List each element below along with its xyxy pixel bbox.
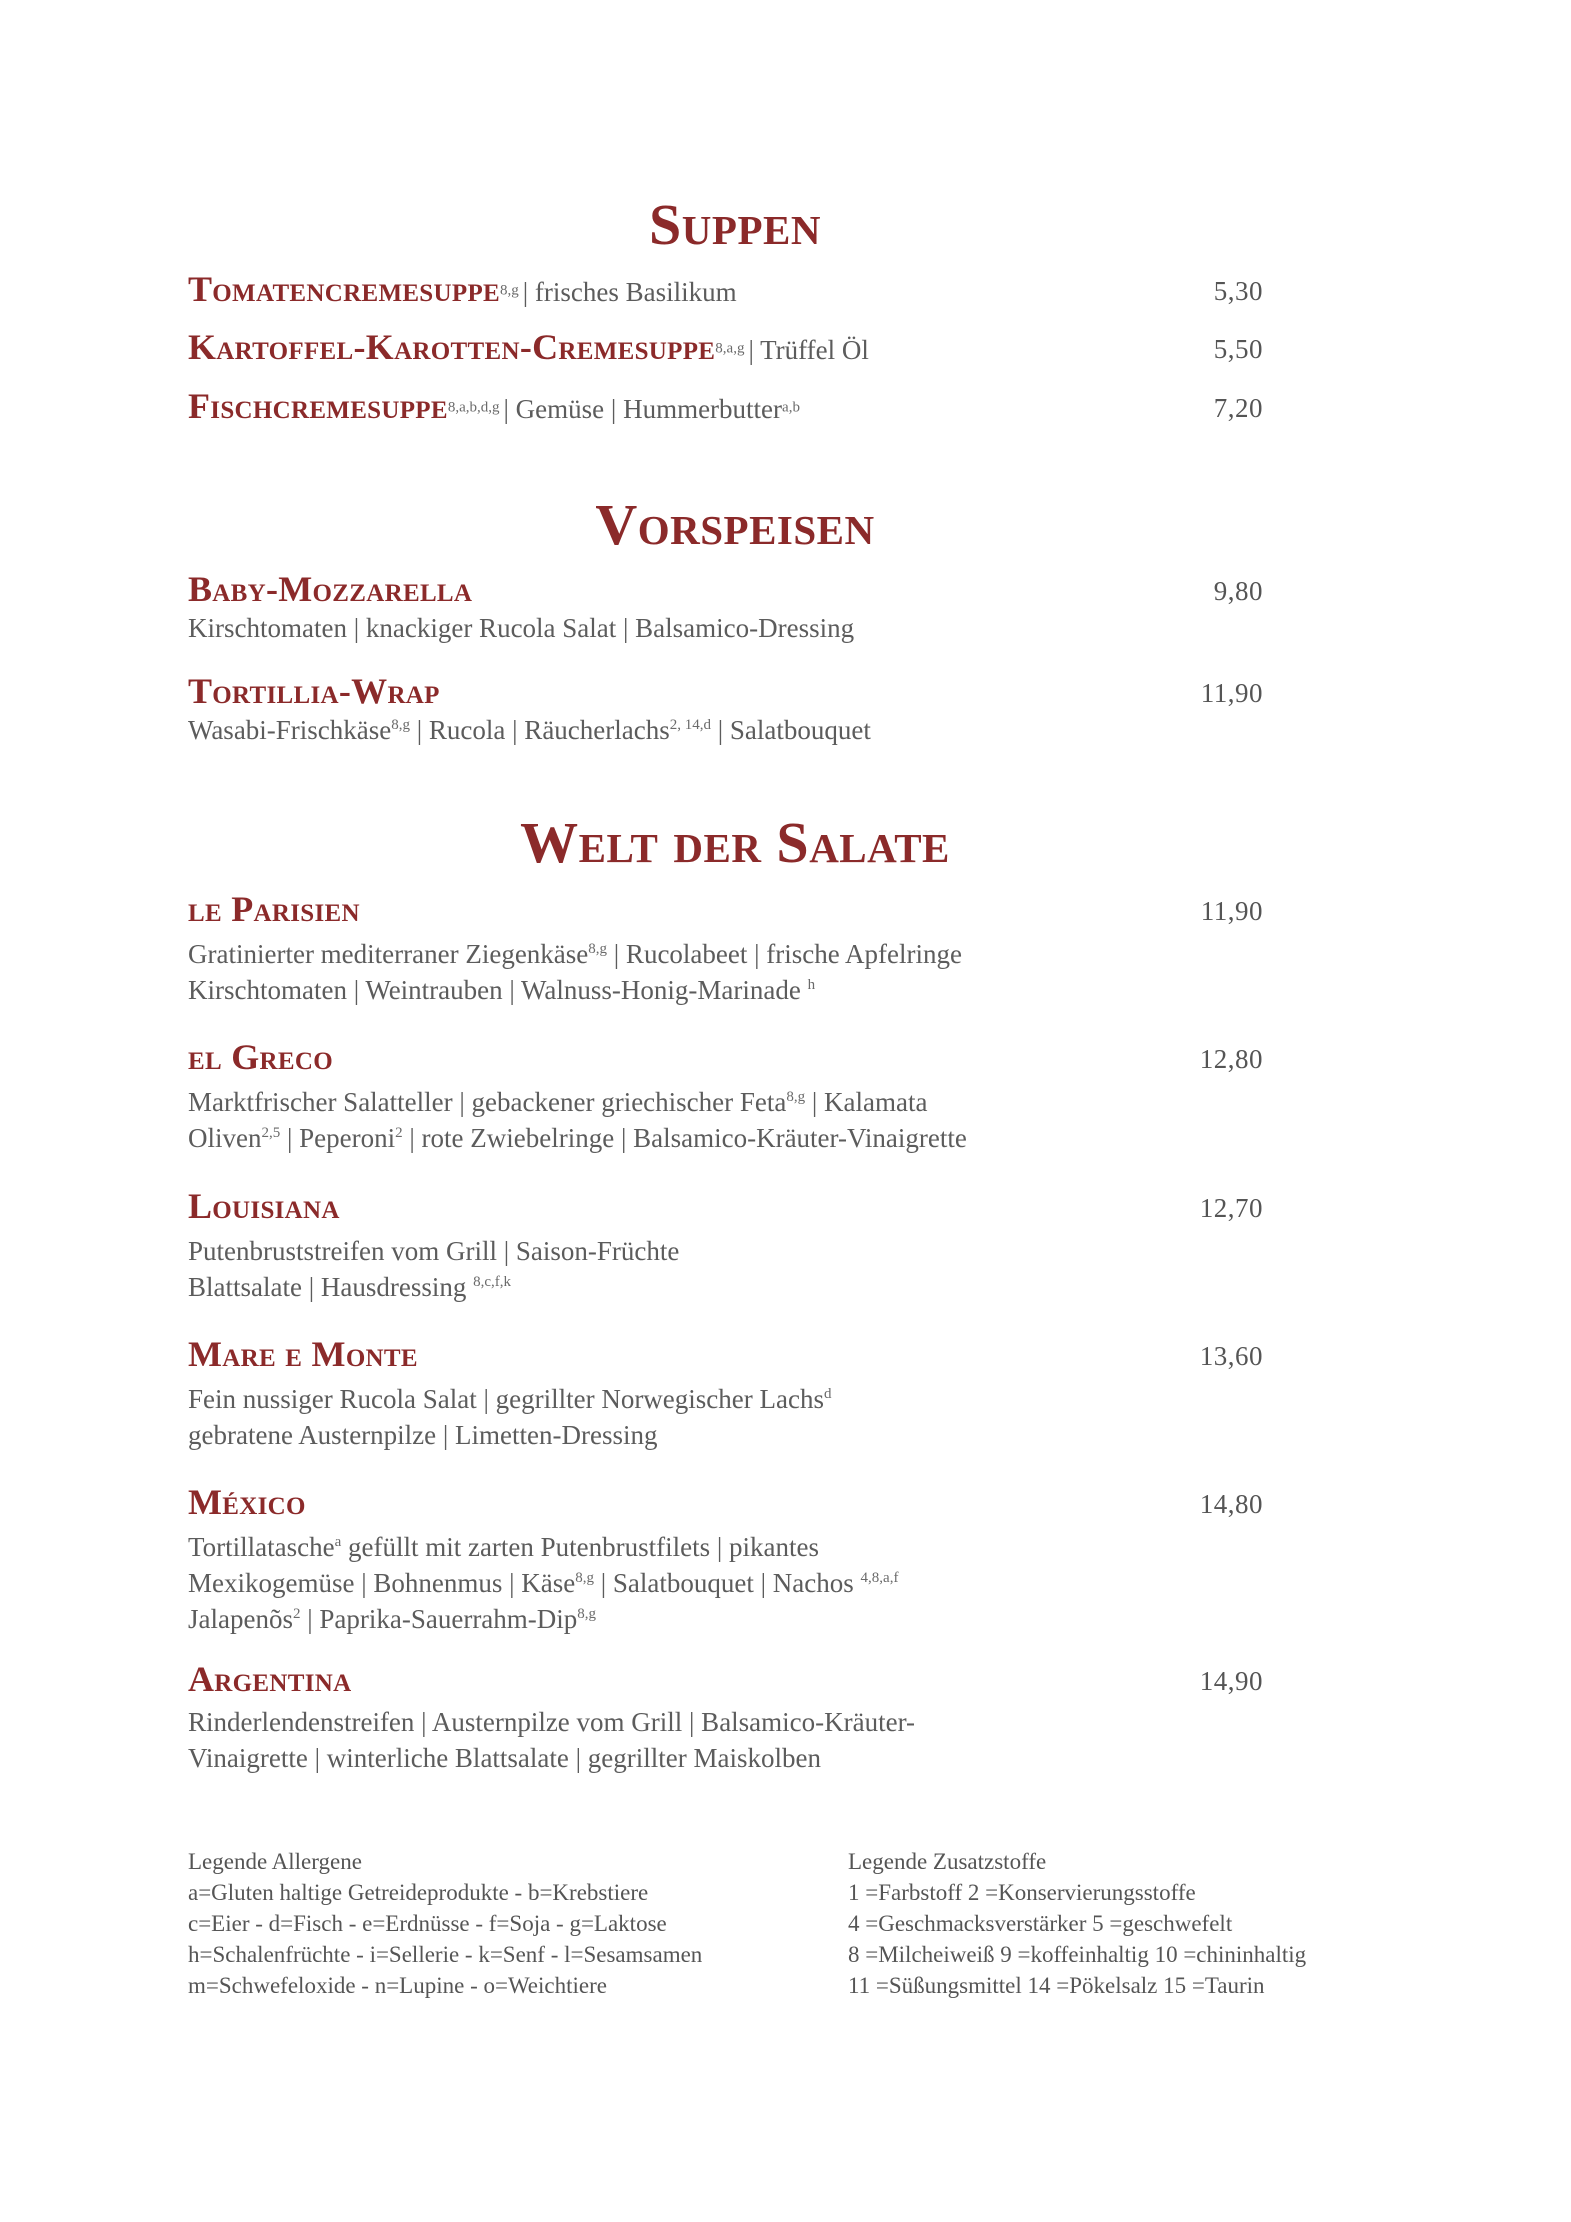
item-name: Fischcremesuppe [188,386,448,426]
item-name: Argentina [188,1659,352,1699]
item-name: Louisiana [188,1186,340,1226]
item-price: 13,60 [1199,1341,1263,1371]
menu-item-fischcremesuppe [188,385,1263,427]
legend-line: a=Gluten haltige Getreideprodukte - b=Krebstiere [188,1880,649,1905]
item-description: Wasabi-Frischkäse$^{8,g}$ | Rucola | Räucherlachs$^{2, 14,d}$ | Salatbouquet [188,715,871,745]
item-name: México [188,1482,306,1522]
legend-line: h=Schalenfrüchte - i=Sellerie - k=Senf - l=Sesamsamen [188,1942,703,1967]
item-price: 5,30 [1213,276,1263,306]
menu-item-mare-e-monte [188,1333,1263,1453]
item-price: 9,80 [1213,576,1263,606]
menu-item-mexico [188,1481,1263,1637]
item-description-line: Mexikogemüse | Bohnenmus | Käse$^{8,g}$ | Salatbouquet | Nachos $^{4,8,a,f}$ [188,1568,899,1598]
menu-item-louisiana [188,1185,1263,1305]
allergen-codes: 8,g [500,282,519,299]
legend-title: Legende Allergene [188,1849,362,1874]
menu-item-el-greco [188,1036,1263,1156]
legend-line: 4 =Geschmacksverstärker 5 =geschwefelt [848,1911,1233,1936]
item-description-line: Tortillatasche$^a$ gefüllt mit zarten Putenbrustfilets | pikantes [188,1532,820,1562]
item-name: Mare e Monte [188,1334,418,1374]
item-description-line: Vinaigrette | winterliche Blattsalate | gegrillter Maiskolben [188,1743,821,1773]
legend-line: 11 =Süßungsmittel 14 =Pökelsalz 15 =Taurin [848,1973,1265,1998]
item-price: 11,90 [1200,896,1263,926]
item-name: Tomatencremesuppe [188,269,500,309]
allergen-codes: a,b [782,399,800,416]
allergen-codes: 8,a,g [715,340,745,357]
item-description: | Gemüse | Hummerbutter [503,394,783,424]
item-description: | Trüffel Öl [748,335,869,365]
menu-item-kartoffel-karotten-cremesuppe [188,326,1263,368]
item-description-line: Gratinierter mediterraner Ziegenkäse$^{8,g}$ | Rucolabeet | frische Apfelringe [188,939,962,969]
item-description-line: Kirschtomaten | Weintrauben | Walnuss-Honig-Marinade $^h$ [188,975,816,1005]
item-name: Kartoffel-Karotten-Cremesuppe [188,327,716,367]
legend-line: 1 =Farbstoff 2 =Konservierungsstoffe [848,1880,1196,1905]
item-description-line: Oliven$^{2,5}$ | Peperoni$^2$ | rote Zwiebelringe | Balsamico-Kräuter-Vinaigrette [188,1123,967,1153]
item-description: Kirschtomaten | knackiger Rucola Salat | Balsamico-Dressing [188,613,855,643]
item-description-line: Marktfrischer Salatteller | gebackener griechischer Feta$^{8,g}$ | Kalamata [188,1087,928,1117]
item-price: 14,80 [1199,1489,1263,1519]
legend-line: c=Eier - d=Fisch - e=Erdnüsse - f=Soja - g=Laktose [188,1911,667,1936]
item-price: 7,20 [1213,393,1263,423]
item-description: | frisches Basilikum [522,277,737,307]
legend-title: Legende Zusatzstoffe [848,1849,1047,1874]
item-description-line: Blattsalate | Hausdressing $^{8,c,f,k}$ [188,1272,512,1302]
item-description-line: Fein nussiger Rucola Salat | gegrillter Norwegischer Lachs$^d$ [188,1384,832,1414]
item-description-line: Putenbruststreifen vom Grill | Saison-Früchte [188,1236,680,1266]
section-heading-suppen: Suppen [649,192,821,257]
item-name: el Greco [188,1037,333,1077]
legend-line: 8 =Milcheiweiß 9 =koffeinhaltig 10 =chininhaltig [848,1942,1307,1967]
item-name: Baby-Mozzarella [188,569,473,609]
menu-item-baby-mozzarella [188,568,1263,646]
allergen-codes: 8,a,b,d,g [447,399,500,416]
item-price: 12,80 [1199,1044,1263,1074]
section-heading-vorspeisen: Vorspeisen [595,492,875,557]
item-price: 14,90 [1199,1666,1263,1696]
item-price: 11,90 [1200,678,1263,708]
menu-item-tortillia-wrap [188,670,1263,748]
legend-line: m=Schwefeloxide - n=Lupine - o=Weichtiere [188,1973,607,1998]
item-price: 5,50 [1213,334,1263,364]
section-heading-salate: Welt der Salate [520,810,950,875]
item-description-line: gebratene Austernpilze | Limetten-Dressing [188,1420,658,1450]
menu-item-argentina [188,1658,1263,1776]
item-description-line: Jalapenõs$^2$ | Paprika-Sauerrahm-Dip$^{8,g}$ [188,1604,597,1634]
item-price: 12,70 [1199,1193,1263,1223]
legend-allergene [188,1846,702,2001]
menu-item-le-parisien [188,888,1263,1008]
item-description-line: Rinderlendenstreifen | Austernpilze vom Grill | Balsamico-Kräuter- [188,1707,916,1737]
menu-item-tomatencremesuppe [188,268,1263,310]
legend-zusatzstoffe [848,1846,1306,2001]
item-name: le Parisien [188,889,360,929]
item-name: Tortillia-Wrap [188,671,440,711]
